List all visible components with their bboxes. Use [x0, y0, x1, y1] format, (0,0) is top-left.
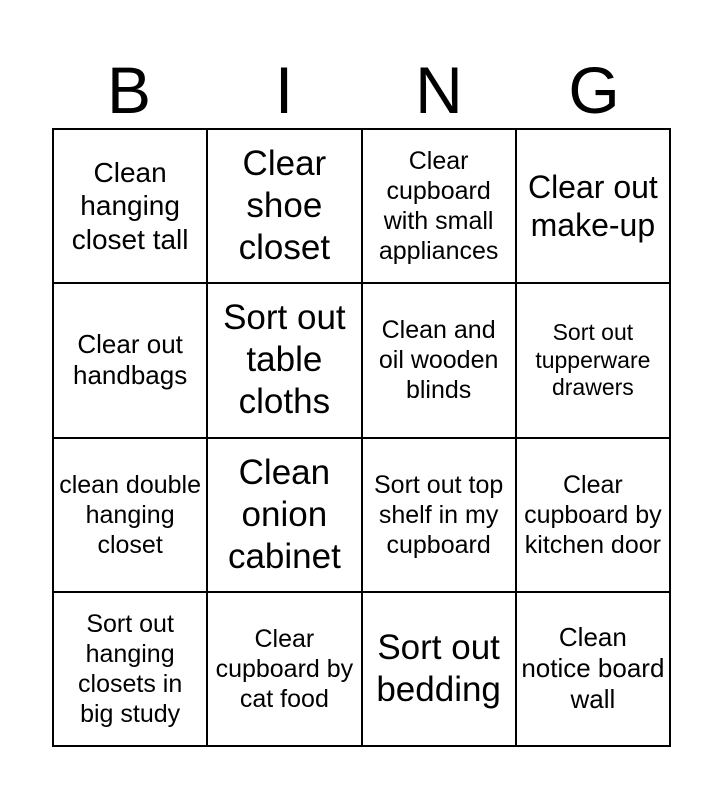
bingo-cell[interactable]	[53, 592, 207, 746]
bingo-cell-text: Clear cupboard by kitchen door	[524, 470, 662, 559]
bingo-cell-text: Clear cupboard with small appliances	[378, 147, 499, 266]
bingo-cell[interactable]	[362, 283, 516, 437]
bingo-cell[interactable]	[53, 129, 207, 283]
bingo-cell-text: Clear out handbags	[73, 329, 188, 391]
bingo-cell[interactable]	[516, 438, 670, 592]
bingo-cell-text: Clean notice board wall	[521, 622, 665, 715]
bingo-cell[interactable]	[207, 283, 361, 437]
bingo-cell-text: clean double hanging closet	[59, 470, 202, 559]
header-letter-b: B	[106, 53, 152, 127]
bingo-cell[interactable]	[516, 129, 670, 283]
bingo-cell-text: Sort out tupperware drawers	[535, 318, 651, 401]
bingo-header	[52, 52, 671, 128]
bingo-cell-text: Clean onion cabinet	[227, 452, 341, 576]
bingo-cell[interactable]	[207, 592, 361, 746]
bingo-cell-text: Sort out top shelf in my cupboard	[374, 470, 504, 559]
bingo-grid	[52, 128, 671, 747]
bingo-cell[interactable]	[362, 592, 516, 746]
bingo-cell-text: Sort out bedding	[376, 627, 501, 709]
bingo-cell-text: Clear cupboard by cat food	[215, 624, 354, 713]
bingo-cell-text: Sort out hanging closets in big study	[78, 609, 183, 728]
bingo-cell[interactable]	[207, 438, 361, 592]
header-letter-n: N	[415, 53, 463, 127]
bingo-cell-text: Sort out table cloths	[223, 298, 346, 422]
bingo-cell-text: Clean hanging closet tall	[71, 156, 189, 255]
header-letter-g: G	[568, 53, 620, 127]
bingo-cell[interactable]	[362, 438, 516, 592]
header-letter-i: I	[274, 53, 294, 127]
bingo-cell[interactable]	[53, 283, 207, 437]
bingo-cell-text: Clear out make-up	[527, 168, 658, 244]
bingo-cell-text: Clear shoe closet	[238, 144, 331, 268]
bingo-cell[interactable]	[516, 283, 670, 437]
bingo-cell[interactable]	[516, 592, 670, 746]
bingo-cell[interactable]	[53, 438, 207, 592]
bingo-cell[interactable]	[207, 129, 361, 283]
bingo-cell-text: Clean and oil wooden blinds	[378, 316, 499, 405]
bingo-cell[interactable]	[362, 129, 516, 283]
